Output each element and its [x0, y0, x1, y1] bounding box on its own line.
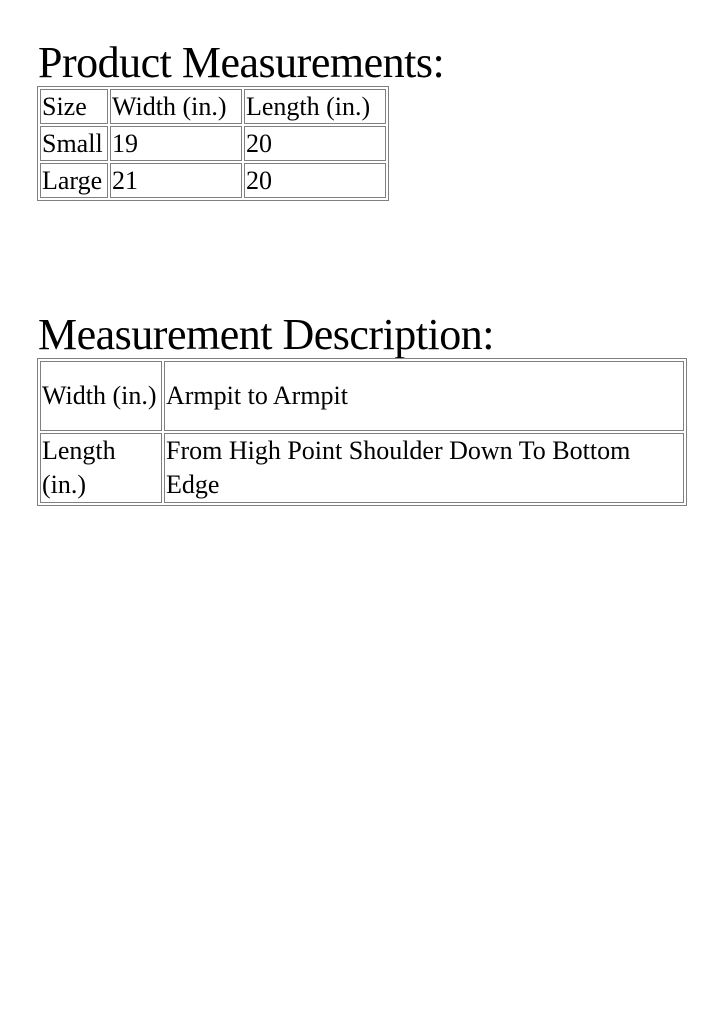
cell-size: Small	[40, 126, 108, 161]
cell-size: Large	[40, 163, 108, 198]
table-row	[40, 126, 386, 161]
cell-measurement-name: Width (in.)	[40, 361, 162, 431]
cell-width: 19	[110, 126, 242, 161]
product-measurements-table	[37, 86, 389, 201]
cell-length: 20	[244, 163, 386, 198]
table-row	[40, 163, 386, 198]
measurement-description-title: Measurement Description:	[38, 310, 494, 359]
measurement-description-table	[37, 358, 687, 506]
cell-width: 21	[110, 163, 242, 198]
product-measurements-title: Product Measurements:	[38, 38, 445, 87]
header-cell-length: Length (in.)	[244, 89, 386, 124]
table-header-row	[40, 89, 386, 124]
cell-measurement-name: Length (in.)	[40, 433, 162, 503]
table-row	[40, 433, 684, 503]
cell-measurement-description: Armpit to Armpit	[164, 361, 684, 431]
header-cell-width: Width (in.)	[110, 89, 242, 124]
header-cell-size: Size	[40, 89, 108, 124]
cell-length: 20	[244, 126, 386, 161]
table-row	[40, 361, 684, 431]
cell-measurement-description: From High Point Shoulder Down To Bottom Edge	[164, 433, 684, 503]
